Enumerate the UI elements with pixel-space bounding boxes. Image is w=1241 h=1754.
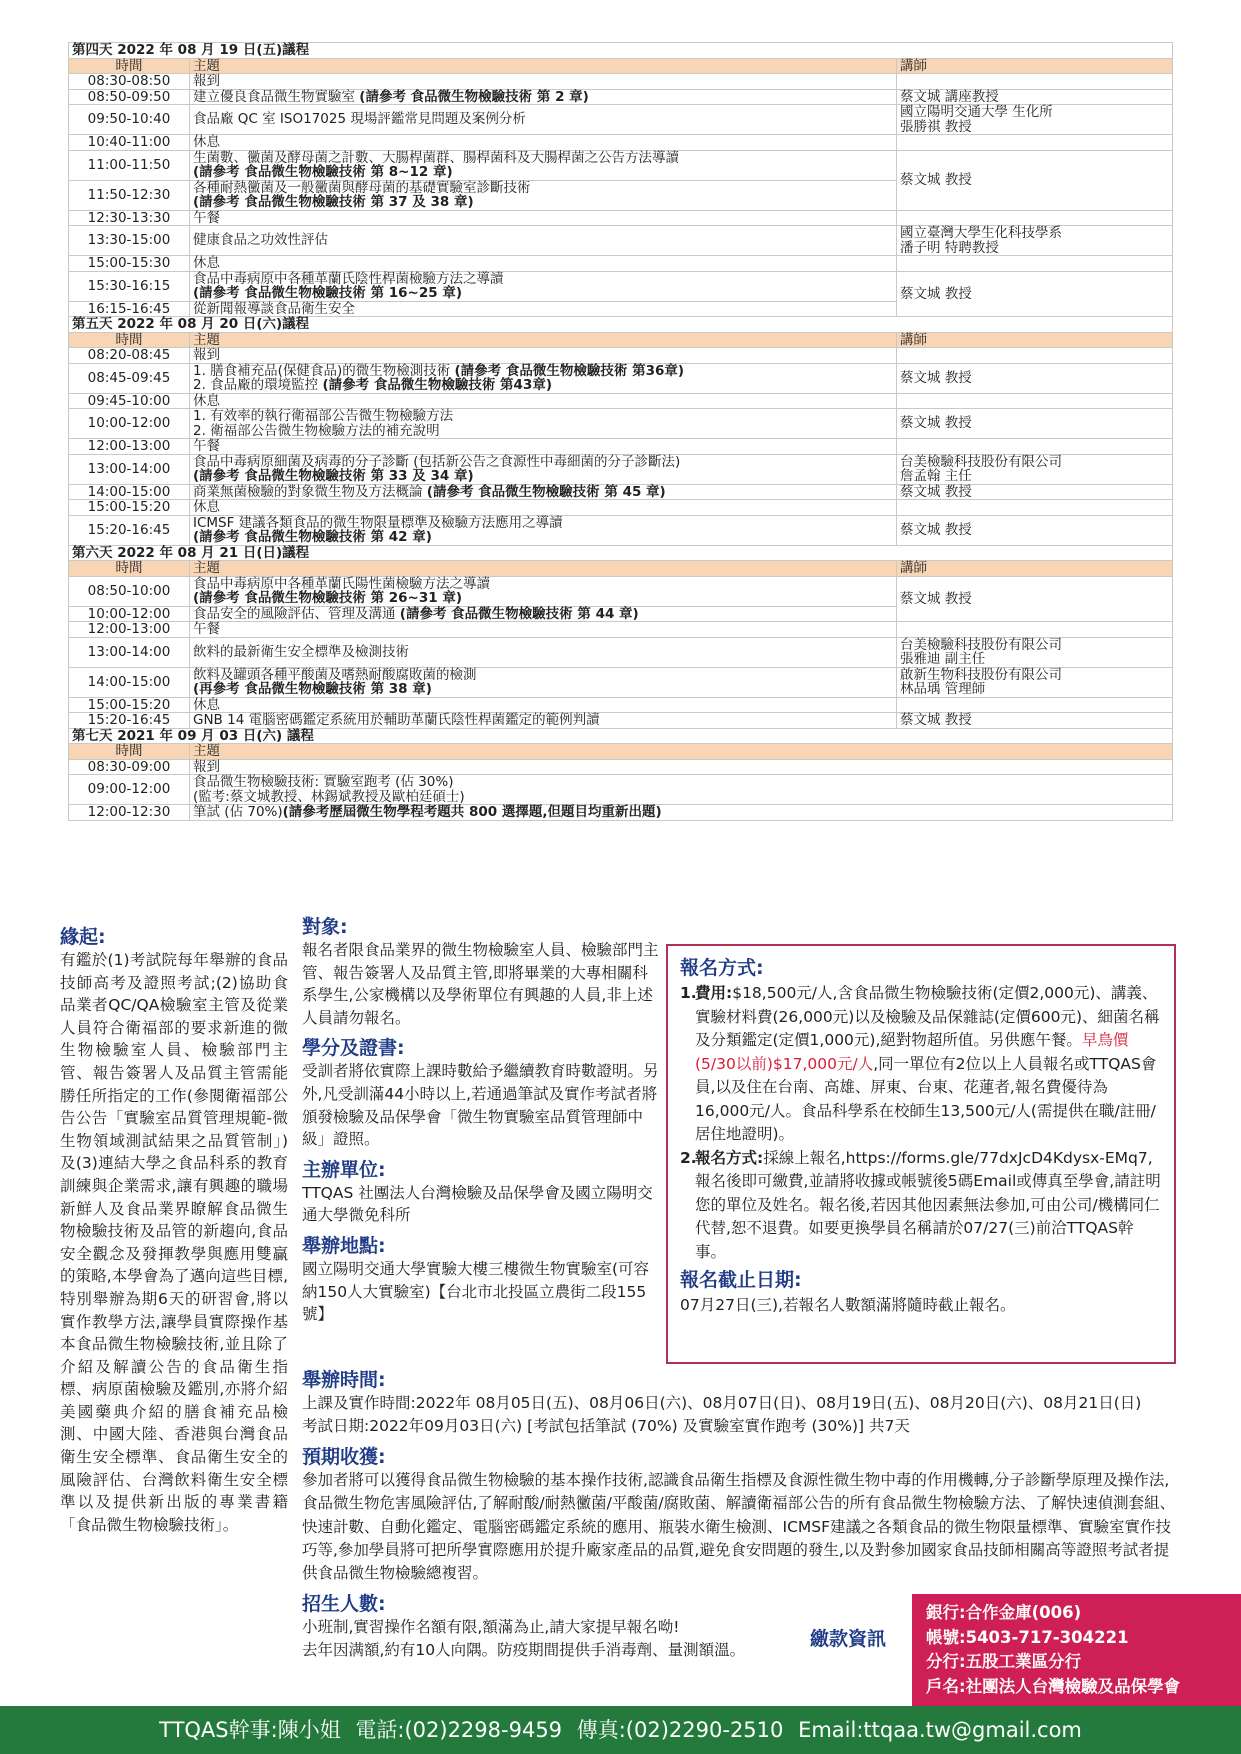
topic-reference: (請參考 食品微生物檢驗技術 第 42 章) <box>193 529 432 545</box>
session-time: 13:00-14:00 <box>69 637 190 667</box>
enrollment-line2: 去年因满額,約有10人向隅。防疫期間提供手消毒劑、量測額溫。 <box>302 1641 746 1660</box>
session-lecturer <box>897 697 1173 713</box>
topic-text: 報到 <box>193 758 220 775</box>
day-title-row <box>69 43 1173 59</box>
registration-box <box>666 944 1176 1364</box>
table-row <box>69 805 1173 821</box>
session-topic <box>190 454 897 484</box>
footer-fax: 傳真:(02)2290-2510 <box>576 1718 784 1742</box>
topic-line <box>193 577 893 592</box>
table-row <box>69 256 1173 272</box>
session-topic <box>190 637 897 667</box>
topic-text: 健康食品之功效性評估 <box>193 232 328 249</box>
session-time: 13:00-14:00 <box>69 454 190 484</box>
session-topic <box>190 135 897 151</box>
outcomes-title: 預期收獲: <box>302 1445 386 1468</box>
session-time: 10:40-11:00 <box>69 135 190 151</box>
session-lecturer <box>897 713 1173 729</box>
topic-line <box>193 775 1169 790</box>
session-lecturer <box>897 500 1173 516</box>
session-lecturer <box>897 515 1173 545</box>
enrollment-title: 招生人數: <box>302 1592 386 1615</box>
session-lecturer <box>897 454 1173 484</box>
col-header-topic: 主題 <box>190 744 1173 760</box>
registration-method-item <box>680 1147 1162 1265</box>
organizer-body: TTQAS 社團法人台灣檢驗及品保學會及國立陽明交通大學微免科所 <box>302 1183 653 1225</box>
col-header-time: 時間 <box>69 332 190 348</box>
fee-text <box>695 982 1162 1147</box>
topic-line <box>193 151 893 166</box>
session-topic <box>190 89 897 105</box>
topic-reference: (請參考 食品微生物檢驗技術 第 2 章) <box>359 88 589 105</box>
table-header-row <box>69 332 1173 348</box>
registration-fee-item <box>680 982 1162 1147</box>
topic-line <box>193 645 893 660</box>
session-lecturer <box>897 484 1173 500</box>
col-header-time: 時間 <box>69 58 190 74</box>
col-header-lecturer: 講師 <box>897 332 1173 348</box>
table-row <box>69 500 1173 516</box>
early-bird-price: 早鳥價(5/30以前)$17,000元/人 <box>695 1031 1129 1073</box>
session-lecturer <box>897 409 1173 439</box>
middle-column <box>302 915 662 1326</box>
topic-text: (監考:蔡文城教授、林錫斌教授及歐柏廷碩士) <box>193 788 465 805</box>
session-topic <box>190 301 897 317</box>
topic-line <box>193 348 893 363</box>
target-body: 報名者限食品業界的微生物檢驗室人員、檢驗部門主管、報告簽署人及品質主管,即將畢業的大專相關科系學生,公家機構以及學術單位有興趣的人員,非上述人員請勿報名。 <box>302 941 659 1027</box>
topic-reference: (再參考 食品微生物檢驗技術 第 38 章) <box>193 681 432 697</box>
deadline-body: 07月27日(三),若報名人數額滿將隨時截止報名。 <box>680 1296 1016 1314</box>
topic-text: 休息 <box>193 392 220 409</box>
session-time: 09:00-12:00 <box>69 775 190 805</box>
day-title-row <box>69 545 1173 561</box>
session-time: 12:00-13:00 <box>69 622 190 638</box>
topic-text: 2. 衛福部公告微生物檢驗方法的補充說明 <box>193 422 440 439</box>
table-row <box>69 667 1173 697</box>
session-topic <box>190 805 1173 821</box>
origin-title: 緣起: <box>60 926 106 948</box>
topic-text: 報到 <box>193 347 220 363</box>
topic-line <box>193 439 893 454</box>
topic-text: 各種耐熱黴菌及一般黴菌與酵母菌的基礎實驗室診斷技術 <box>193 179 531 196</box>
session-topic <box>190 667 897 697</box>
table-row <box>69 393 1173 409</box>
topic-text: 食品微生物檢驗技術: 實驗室跑考 (佔 30%) <box>193 774 454 790</box>
session-time: 09:45-10:00 <box>69 393 190 409</box>
session-time: 08:50-10:00 <box>69 576 190 606</box>
schedule-time-line1: 上課及實作時間:2022年 08月05日(五)、08月06日(六)、08月07日(日)、08月19日(五)、08月20日(六)、08月21日(日) <box>302 1394 1142 1412</box>
table-row <box>69 637 1173 667</box>
topic-line <box>193 302 893 317</box>
session-lecturer <box>897 256 1173 272</box>
session-time: 13:30-15:00 <box>69 226 190 256</box>
topic-text: 1. 有效率的執行衛福部公告微生物檢驗方法 <box>193 408 454 424</box>
topic-reference: (請參考 食品微生物檢驗技術 第 16~25 章) <box>193 285 463 301</box>
footer-phone: 電話:(02)2298-9459 <box>355 1718 563 1742</box>
topic-line <box>193 790 1169 805</box>
col-header-lecturer: 講師 <box>897 58 1173 74</box>
topic-reference: (請參考 食品微生物檢驗技術 第36章) <box>454 362 685 379</box>
topic-line <box>193 135 893 150</box>
topic-line <box>193 181 893 196</box>
session-lecturer <box>897 89 1173 105</box>
topic-line <box>193 622 893 637</box>
lecturer-line: 蔡文城 教授 <box>900 369 972 386</box>
table-row <box>69 759 1173 775</box>
session-time: 08:30-09:00 <box>69 759 190 775</box>
topic-line <box>193 90 893 105</box>
footer-email[interactable]: Email:ttqaa.tw@gmail.com <box>798 1718 1082 1742</box>
session-lecturer <box>897 393 1173 409</box>
organizer-title: 主辦單位: <box>302 1158 386 1181</box>
fee-number: 1. <box>680 984 697 1002</box>
topic-line <box>193 364 893 379</box>
table-row <box>69 775 1173 805</box>
lecturer-line: 國立陽明交通大學 生化所 <box>900 104 1053 120</box>
session-time: 10:00-12:00 <box>69 409 190 439</box>
table-row <box>69 226 1173 256</box>
table-header-row <box>69 744 1173 760</box>
session-topic <box>190 515 897 545</box>
day-title: 第六天 2022 年 08 月 21 日(日)議程 <box>69 545 1173 561</box>
session-topic <box>190 256 897 272</box>
topic-reference: (請參考 食品微生物檢驗技術 第43章) <box>322 377 552 393</box>
lecturer-line: 蔡文城 教授 <box>900 712 972 728</box>
topic-line <box>193 698 893 713</box>
session-time: 12:30-13:30 <box>69 210 190 226</box>
topic-line <box>193 455 893 470</box>
topic-line <box>193 211 893 226</box>
origin-body: 有鑑於(1)考試院每年舉辦的食品技師高考及證照考試;(2)協助食品業者QC/QA檢驗室主管及從業人員符合衛福部的要求新進的微生物檢驗室人員、檢驗部門主管、報告簽署人及品質主管需能勝任所指定的工作(參閱衛福部公告公告「實驗室品質管理規範-微生物領域測試結果之品質管制」)及(3)連結大學之食品科系的教育訓練與企業需求,讓有興趣的職場新鮮人及食品業界瞭解食品微生物檢驗技術及品管的新趨向,食品安全觀念及發揮教學與應用雙贏的策略,本學會為了邁向這些目標,特別舉辦為期6天的研習會,將以實作教學方法,讓學員實際操作基本食品微生物檢驗技術,並且除了介紹及解讀公告的食品衛生指標、病原菌檢驗及鑑別,亦將介紹美國藥典介紹的膳食補充品檢測、中國大陸、香港與台灣食品衛生安全標準、食品衛生安全的風險評估、台灣飲料衛生安全標準以及提供新出版的專業書籍「食品微生物檢驗技術」。 <box>60 951 288 1534</box>
topic-line <box>193 516 893 531</box>
table-row <box>69 74 1173 90</box>
table-row <box>69 454 1173 484</box>
session-topic <box>190 697 897 713</box>
credits-title: 學分及證書: <box>302 1037 405 1060</box>
topic-text: 1. 膳食補充品(保健食品)的微生物檢測技術 <box>193 362 455 379</box>
topic-text: 食品中毒病原細菌及病毒的分子診斷 (包括新公告之食源性中毒細菌的分子診斷法) <box>193 453 681 470</box>
topic-text: 從新聞報導談食品衛生安全 <box>193 300 355 317</box>
topic-text: 午餐 <box>193 621 220 637</box>
topic-line <box>193 713 893 728</box>
session-time: 16:15-16:45 <box>69 301 190 317</box>
topic-text: 食品中毒病原中各種革蘭氏陰性桿菌檢驗方法之導讀 <box>193 270 504 287</box>
session-lecturer <box>897 150 1173 210</box>
topic-text: 休息 <box>193 134 220 150</box>
lecturer-line: 潘子明 特聘教授 <box>900 239 999 256</box>
topic-text: 飲料的最新衛生安全標準及檢測技術 <box>193 643 409 660</box>
session-time: 12:00-12:30 <box>69 805 190 821</box>
bank-branch: 分行:五股工業區分行 <box>926 1652 1082 1671</box>
session-time: 08:45-09:45 <box>69 363 190 393</box>
topic-line <box>193 378 893 393</box>
topic-text: 筆試 (佔 70%) <box>193 804 283 820</box>
session-time: 15:30-16:15 <box>69 271 190 301</box>
table-row <box>69 105 1173 135</box>
lecturer-line: 蔡文城 講座教授 <box>900 88 999 105</box>
session-time: 14:00-15:00 <box>69 667 190 697</box>
session-time: 08:20-08:45 <box>69 348 190 364</box>
session-topic <box>190 606 897 622</box>
col-header-topic: 主題 <box>190 58 897 74</box>
session-lecturer <box>897 637 1173 667</box>
topic-text: 休息 <box>193 696 220 713</box>
session-time: 11:50-12:30 <box>69 180 190 210</box>
registration-title: 報名方式: <box>680 957 764 979</box>
session-topic <box>190 105 897 135</box>
topic-text: 午餐 <box>193 438 220 454</box>
topic-line <box>193 233 893 248</box>
topic-text: 食品中毒病原中各種革蘭氏陽性菌檢驗方法之導讀 <box>193 575 490 592</box>
fee-body: $18,500元/人,含食品微生物檢驗技術(定價2,000元)、講義、實驗材料費(26,000元)以及檢驗及品保雜誌(定價600元)、細菌名稱及分類鑑定(定價1,000元),絕對物超所值。另供應午餐。 <box>695 984 1160 1049</box>
bank-account: 帳號:5403-717-304221 <box>926 1627 1129 1647</box>
table-row <box>69 697 1173 713</box>
lecturer-line: 蔡文城 教授 <box>900 590 972 607</box>
table-row <box>69 484 1173 500</box>
schedule-time-title: 舉辦時間: <box>302 1369 386 1391</box>
session-topic <box>190 409 897 439</box>
day-title-row <box>69 728 1173 744</box>
outcomes-body: 參加者將可以獲得食品微生物檢驗的基本操作技術,認識食品衛生指標及食源性微生物中毒的作用機轉,分子診斷學原理及操作法,食品微生物危害風險評估,了解耐酸/耐熱黴菌/平酸菌/腐敗菌、解讀衛福部公告的所有食品微生物檢驗方法、了解快速偵測套組、快速計數、自動化鑑定、電腦密碼鑑定系統的應用、瓶裝水衛生檢測、ICMSF建議之各類食品的微生物限量標準、實驗室實作技巧等,參加學員將可把所學實際應用於提升廠家產品的品質,避免食安問題的發生,以及對參加國家食品技師相關高等證照考試者提供食品微生物檢驗總複習。 <box>302 1470 1176 1583</box>
topic-line <box>193 760 1169 775</box>
topic-line <box>193 469 893 484</box>
topic-text: GNB 14 電腦密碼鑑定系統用於輔助革蘭氏陰性桿菌鑑定的範例判讀 <box>193 712 600 728</box>
topic-line <box>193 74 893 89</box>
table-row <box>69 150 1173 180</box>
table-row <box>69 271 1173 301</box>
topic-reference: (請參考歷屆微生物學程考題共 800 選擇題,但題目均重新出題) <box>282 804 662 820</box>
lecturer-line: 啟新生物科技股份有限公司 <box>900 666 1062 683</box>
table-row <box>69 576 1173 606</box>
venue-title: 舉辦地點: <box>302 1234 386 1257</box>
bank-name: 銀行:合作金庫(006) <box>926 1603 1082 1622</box>
session-topic <box>190 226 897 256</box>
target-title: 對象: <box>302 916 348 938</box>
topic-line <box>193 530 893 545</box>
lecturer-line: 台美檢驗科技股份有限公司 <box>900 636 1062 653</box>
topic-text: 午餐 <box>193 209 220 226</box>
lecturer-line: 台美檢驗科技股份有限公司 <box>900 453 1062 470</box>
col-header-topic: 主題 <box>190 332 897 348</box>
session-topic <box>190 759 1173 775</box>
topic-text: 建立優良食品微生物實驗室 <box>193 88 360 105</box>
session-topic <box>190 484 897 500</box>
session-time: 11:00-11:50 <box>69 150 190 180</box>
table-header-row <box>69 58 1173 74</box>
lecturer-line: 蔡文城 教授 <box>900 285 972 302</box>
origin-section <box>60 925 288 1536</box>
session-topic <box>190 439 897 455</box>
session-topic <box>190 775 1173 805</box>
session-lecturer <box>897 439 1173 455</box>
session-time: 15:00-15:20 <box>69 697 190 713</box>
fee-label: 費用: <box>695 984 733 1002</box>
topic-text: 休息 <box>193 499 220 515</box>
topic-line <box>193 668 893 683</box>
topic-line <box>193 394 893 409</box>
session-lecturer <box>897 271 1173 317</box>
payment-label: 繳款資訊 <box>810 1628 887 1650</box>
topic-text: 食品廠 QC 室 ISO17025 現場評鑑常見問題及案例分析 <box>193 111 526 128</box>
col-header-lecturer: 講師 <box>897 561 1173 577</box>
lecturer-line: 張勝祺 教授 <box>900 118 972 135</box>
topic-text: 飲料及罐頭各種平酸菌及嗜熱耐酸腐敗菌的檢測 <box>193 666 477 683</box>
topic-line <box>193 500 893 515</box>
deadline-title: 報名截止日期: <box>680 1269 802 1291</box>
session-lecturer <box>897 105 1173 135</box>
topic-line <box>193 485 893 500</box>
table-row <box>69 439 1173 455</box>
schedule-time-line2: 考試日期:2022年09月03日(六) [考試包括筆試 (70%) 及實驗室實作跑考 (30%)] 共7天 <box>302 1417 910 1436</box>
table-row <box>69 135 1173 151</box>
session-time: 09:50-10:40 <box>69 105 190 135</box>
table-row <box>69 363 1173 393</box>
lecturer-line: 詹孟翰 主任 <box>900 468 972 484</box>
topic-reference: (請參考 食品微生物檢驗技術 第 33 及 34 章) <box>193 468 474 484</box>
schedule-body <box>69 43 1173 821</box>
session-lecturer <box>897 74 1173 90</box>
schedule-table <box>68 42 1173 821</box>
lecturer-line: 蔡文城 教授 <box>900 521 972 538</box>
topic-text: ICMSF 建議各類食品的微生物限量標準及檢驗方法應用之導讀 <box>193 514 563 531</box>
col-header-time: 時間 <box>69 561 190 577</box>
venue-body: 國立陽明交通大學實驗大樓三樓微生物實驗室(可容納150人大實驗室)【台北市北投區立農街二段155號】 <box>302 1259 650 1324</box>
topic-line <box>193 112 893 127</box>
fee-discount: ,同一單位有2位以上人員報名或TTQAS會員,以及住在台南、高雄、屏東、台東、花蓮者,報名費優待為16,000元/人。食品科學系在校師生13,500元/人(需提供在職/註冊/居住地證明)。 <box>695 1054 1157 1143</box>
topic-line <box>193 165 893 180</box>
lecturer-line: 國立臺灣大學生化科技學系 <box>900 225 1062 241</box>
day-title: 第四天 2022 年 08 月 19 日(五)議程 <box>69 43 1173 59</box>
day-title-row <box>69 317 1173 333</box>
topic-text: 商業無菌檢驗的對象微生物及方法概論 <box>193 483 427 500</box>
topic-line <box>193 805 1169 820</box>
table-header-row <box>69 561 1173 577</box>
session-lecturer <box>897 226 1173 256</box>
session-lecturer <box>897 363 1173 393</box>
topic-reference: (請參考 食品微生物檢驗技術 第 44 章) <box>399 605 639 622</box>
bank-holder: 戶名:社團法人台灣檢驗及品保學會 <box>926 1676 1181 1696</box>
session-topic <box>190 622 897 638</box>
day-title: 第七天 2021 年 09 月 03 日(六) 議程 <box>69 728 1173 744</box>
bank-info-box <box>912 1594 1241 1706</box>
topic-line <box>193 286 893 301</box>
table-row <box>69 89 1173 105</box>
session-lecturer <box>897 622 1173 638</box>
lecturer-line: 張雅迪 副主任 <box>900 651 986 667</box>
topic-line <box>193 409 893 424</box>
session-topic <box>190 500 897 516</box>
session-topic <box>190 74 897 90</box>
day-title: 第五天 2022 年 08 月 20 日(六)議程 <box>69 317 1173 333</box>
session-time: 15:20-16:45 <box>69 515 190 545</box>
session-lecturer <box>897 348 1173 364</box>
session-lecturer <box>897 210 1173 226</box>
footer-contact: TTQAS幹事:陳小姐 <box>159 1718 341 1742</box>
method-text <box>695 1147 1162 1265</box>
lecturer-line: 蔡文城 教授 <box>900 171 972 188</box>
session-topic <box>190 576 897 606</box>
topic-reference: (請參考 食品微生物檢驗技術 第 45 章) <box>426 483 666 500</box>
table-row <box>69 713 1173 729</box>
table-row <box>69 409 1173 439</box>
topic-line <box>193 424 893 439</box>
method-body: 採線上報名,https://forms.gle/77dxJcD4Kdysx-EMq7,報名後即可繳費,並請將收據或帳號後5碼Email或傳真至學會,請註明您的單位及姓名。報名後,若因其他因素無法參加,可由公司/機構同仁代替,恕不退費。如要更換學員名稱請於07/27(三)前洽TTQAS幹事。 <box>695 1148 1161 1261</box>
session-time: 15:20-16:45 <box>69 713 190 729</box>
session-lecturer <box>897 135 1173 151</box>
topic-text: 休息 <box>193 255 220 271</box>
table-row <box>69 622 1173 638</box>
topic-line <box>193 607 893 622</box>
session-time: 14:00-15:00 <box>69 484 190 500</box>
table-row <box>69 348 1173 364</box>
topic-line <box>193 272 893 287</box>
lecturer-line: 蔡文城 教授 <box>900 415 972 432</box>
session-topic <box>190 713 897 729</box>
table-row <box>69 515 1173 545</box>
topic-line <box>193 591 893 606</box>
method-number: 2. <box>680 1148 697 1167</box>
session-lecturer <box>897 576 1173 622</box>
enrollment-line1: 小班制,實習操作名額有限,額滿為止,請大家提早報名呦! <box>302 1617 680 1636</box>
session-topic <box>190 180 897 210</box>
col-header-topic: 主題 <box>190 561 897 577</box>
topic-line <box>193 195 893 210</box>
topic-text: 食品安全的風險評估、管理及溝通 <box>193 605 400 622</box>
method-label: 報名方式: <box>695 1148 764 1167</box>
topic-text: 生菌數、黴菌及酵母菌之計數、大腸桿菌群、腸桿菌科及大腸桿菌之公告方法導讀 <box>193 149 679 166</box>
credits-body: 受訓者將依實際上課時數給予繼續教育時數證明。另外,凡受訓滿44小時以上,若通過筆試及實作考試者將頒發檢驗及品保學會「微生物實驗室品質管理師中級」證照。 <box>302 1062 659 1149</box>
session-topic <box>190 393 897 409</box>
topic-reference: (請參考 食品微生物檢驗技術 第 8~12 章) <box>193 164 453 180</box>
session-topic <box>190 210 897 226</box>
topic-text: 報到 <box>193 73 220 89</box>
table-row <box>69 210 1173 226</box>
session-time: 08:30-08:50 <box>69 74 190 90</box>
session-lecturer <box>897 667 1173 697</box>
session-topic <box>190 271 897 301</box>
session-topic <box>190 150 897 180</box>
session-topic <box>190 363 897 393</box>
session-topic <box>190 348 897 364</box>
topic-line <box>193 682 893 697</box>
session-time: 08:50-09:50 <box>69 89 190 105</box>
footer-contact-bar <box>0 1706 1241 1754</box>
session-time: 15:00-15:20 <box>69 500 190 516</box>
topic-reference: (請參考 食品微生物檢驗技術 第 26~31 章) <box>193 590 463 606</box>
session-time: 15:00-15:30 <box>69 256 190 272</box>
session-time: 10:00-12:00 <box>69 606 190 622</box>
session-time: 12:00-13:00 <box>69 439 190 455</box>
lecturer-line: 林品瑀 管理師 <box>900 681 986 697</box>
col-header-time: 時間 <box>69 744 190 760</box>
topic-reference: (請參考 食品微生物檢驗技術 第 37 及 38 章) <box>193 194 474 210</box>
lecturer-line: 蔡文城 教授 <box>900 483 972 500</box>
topic-line <box>193 256 893 271</box>
topic-text: 2. 食品廠的環境監控 <box>193 377 323 393</box>
